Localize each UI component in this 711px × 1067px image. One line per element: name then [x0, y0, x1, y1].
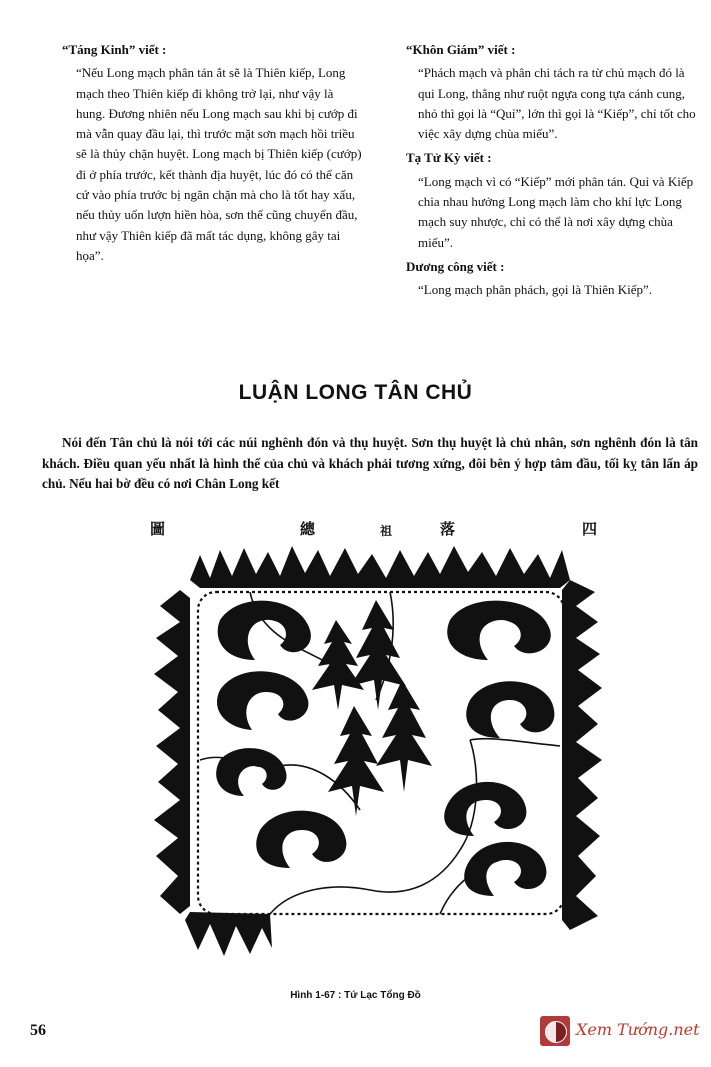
watermark-text: Xem Tướng.net	[576, 1020, 700, 1039]
attribution-khon-giam: “Khôn Giám” viết :	[406, 42, 516, 57]
left-column	[62, 40, 362, 270]
figure-title-char: 落	[440, 522, 456, 538]
quote-duong-cong: “Long mạch phân phách, gọi là Thiên Kiếp”.	[418, 282, 653, 298]
quote-khon-giam: “Phách mạch và phân chi tách ra từ chủ mạch đó là qui Long, thẳng như ruột ngựa cong tựa cánh cung, nhỏ thì gọi là “Quỉ”, lớn thì gọi là “Kiếp”, chỉ tốt cho việc xây dựng chùa miếu”.	[418, 65, 696, 142]
ridge-trees	[312, 600, 432, 816]
watermark	[540, 1012, 705, 1052]
right-column	[406, 40, 702, 305]
quote-ta-tu-ky: “Long mạch vì có “Kiếp” mới phân tán. Quỉ và Kiếp chia nhau hưởng Long mạch làm cho khí lực Long mạch suy nhược, chỉ có thể là nơi xây dựng chùa miếu”.	[418, 173, 694, 250]
feng-shui-map	[140, 510, 610, 975]
yin-yang-icon	[540, 1016, 570, 1046]
map-illustration	[140, 510, 610, 975]
quote-tang-kinh: “Nếu Long mạch phân tán ắt sẽ là Thiên kiếp, Long mạch theo Thiên kiếp đi không trở lại, như vậy là hung. Đương nhiên nếu Long mạch sau khi bị cướp đi mà vẫn quay đầu lại, thì trước mặt sơn mạch hồi triều sẽ là thủy chặn huyệt. Long mạch bị Thiên kiếp (cướp) đi ở phía trước, kết thành địa huyệt, lúc đó có thể căn cứ vào phía trước bị ngăn chặn mà cho là tốt hay xấu, nếu thủy uốn lượn hiền hòa, sơn thế cũng chuyển đầu, như vậy Thiên kiếp đã mất tác dụng, không gây tai họa”.	[76, 65, 362, 263]
attribution-duong-cong: Dương công viết :	[406, 258, 505, 274]
figure-title-char: 總	[300, 522, 316, 538]
section-title: LUẬN LONG TÂN CHỦ	[238, 381, 473, 404]
section-intro: Nói đến Tân chủ là nói tới các núi nghênh đón và thụ huyệt. Sơn thụ huyệt là chủ nhân, sơn nghênh đón là tân khách. Điều quan yếu nhất là hình thế của chủ và khách phải tương xứng, đôi bên ý hợp tâm đầu, tối kỵ tân lấn áp chủ. Nếu hai bờ đều có nơi Chân Long kết	[42, 435, 698, 491]
figure-title-char: 四	[582, 522, 598, 538]
figure-title-char: 祖	[380, 524, 393, 538]
page-number: 56	[30, 1022, 46, 1039]
attribution-tang-kinh: “Táng Kinh” viết :	[62, 42, 167, 57]
attribution-ta-tu-ky: Tạ Tử Kỳ viết :	[406, 150, 492, 166]
figure-title-char: 圖	[150, 522, 166, 538]
figure-caption: Hình 1-67 : Tứ Lạc Tổng Đồ	[290, 990, 421, 1001]
